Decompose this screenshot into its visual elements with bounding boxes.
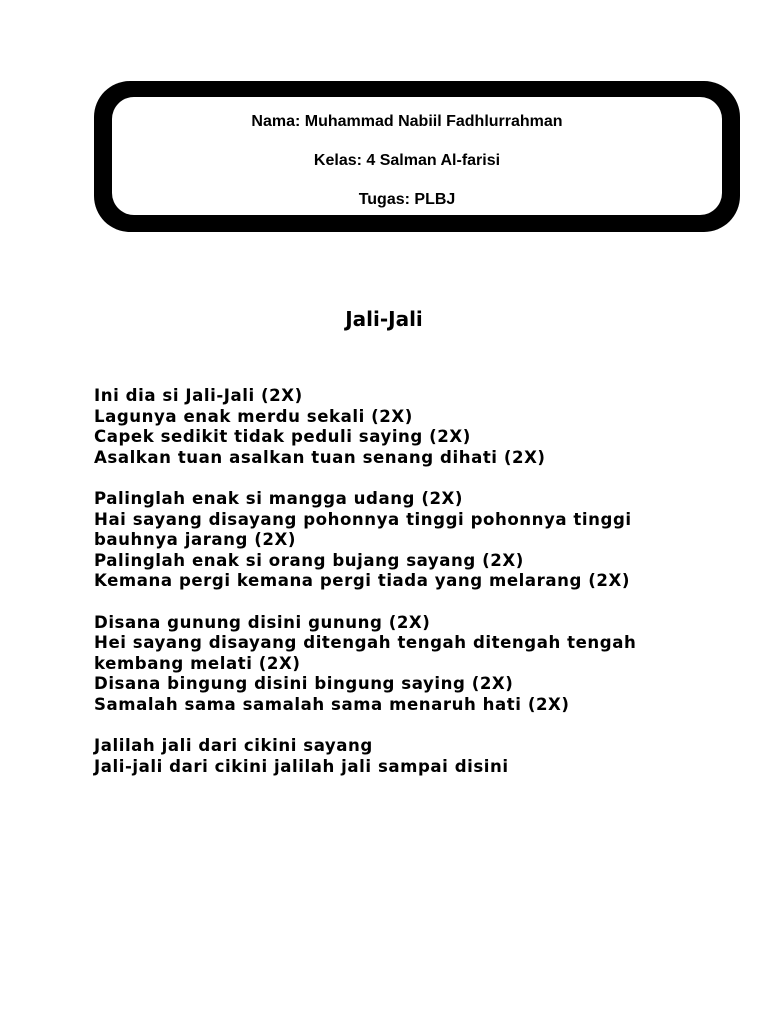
student-class: Kelas: 4 Salman Al-farisi [313,152,501,169]
stanza [94,489,724,592]
lyric-line: Lagunya enak merdu sekali (2X) [94,406,413,426]
lyric-line: Capek sedikit tidak peduli saying (2X) [94,427,471,447]
lyric-line: Jalilah jali dari cikini sayang [94,736,373,756]
lyric-line: bauhnya jarang (2X) [94,530,296,550]
lyric-line: Jali-jali dari cikini jalilah jali sampai disini [94,756,509,776]
song-title: Jali-Jali [345,307,423,331]
lyric-line: Asalkan tuan asalkan tuan senang dihati (2X) [94,447,546,467]
lyric-line: Palinglah enak si mangga udang (2X) [94,488,464,508]
stanza [94,736,724,777]
lyric-line: Hai sayang disayang pohonnya tinggi pohonnya tinggi [94,509,632,529]
assignment-subject: Tugas: PLBJ [358,191,456,208]
lyric-line: Ini dia si Jali-Jali (2X) [94,386,303,405]
lyric-line: Disana gunung disini gunung (2X) [94,612,431,632]
lyric-line: Palinglah enak si orang bujang sayang (2X) [94,550,524,570]
lyric-line: Disana bingung disini bingung saying (2X) [94,674,514,694]
lyric-line: Samalah sama samalah sama menaruh hati (2X) [94,694,570,714]
stanza [94,386,724,468]
stanza [94,613,724,716]
student-name: Nama: Muhammad Nabiil Fadhlurrahman [251,113,563,130]
lyric-line: kembang melati (2X) [94,653,301,673]
lyric-line: Hei sayang disayang ditengah tengah ditengah tengah [94,633,637,653]
song-lyrics [94,386,724,777]
lyric-line: Kemana pergi kemana pergi tiada yang melarang (2X) [94,571,630,591]
